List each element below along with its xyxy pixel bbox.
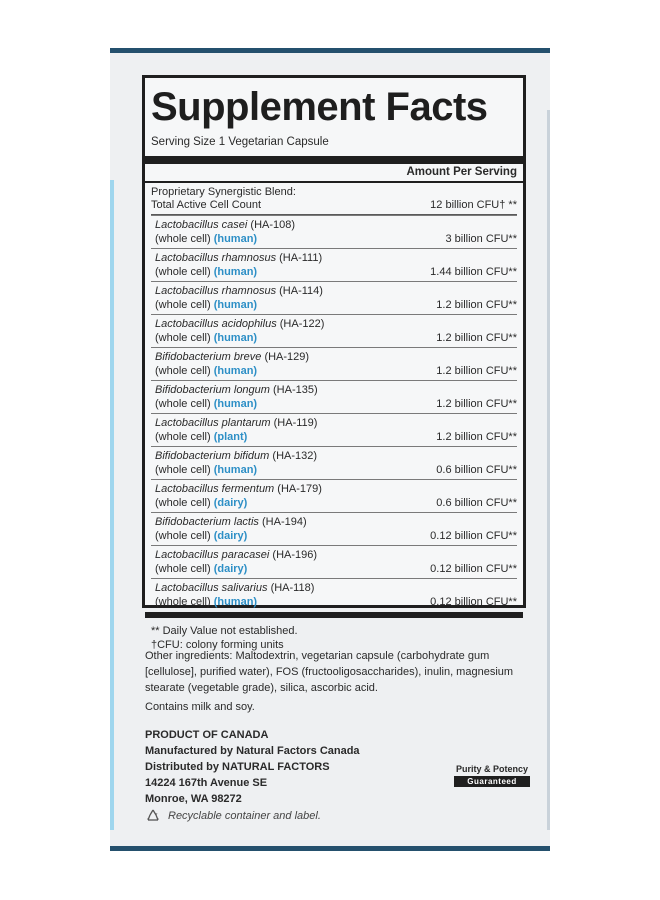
blend-name: Proprietary Synergistic Blend:	[151, 186, 296, 198]
allergen-statement: Contains milk and soy.	[145, 701, 255, 713]
ingredient-name	[155, 416, 317, 444]
recycle-text: Recyclable container and label.	[168, 810, 321, 822]
ingredient-amount: 0.6 billion CFU**	[436, 464, 517, 476]
ingredient-amount: 3 billion CFU**	[445, 233, 517, 245]
ingredient-source: (human)	[213, 233, 258, 245]
ingredient-cell-type: (whole cell)	[155, 233, 211, 245]
ingredient-cell-type: (whole cell)	[155, 497, 211, 509]
ingredient-row	[151, 413, 517, 446]
manufacturer-address	[145, 727, 360, 807]
ingredient-cell-line	[155, 364, 309, 378]
ingredient-strain-code: (HA-135)	[273, 384, 318, 396]
ingredient-strain-code: (HA-108)	[250, 219, 296, 231]
ingredient-cell-type: (whole cell)	[155, 365, 211, 377]
ingredient-source: (dairy)	[213, 563, 248, 575]
ingredient-source: (human)	[213, 596, 258, 608]
footnote-cfu: †CFU: colony forming units	[151, 639, 284, 651]
ingredient-cell-line	[155, 298, 323, 312]
panel-edge-shadow	[547, 110, 550, 830]
ingredient-name	[155, 284, 323, 312]
ingredient-cell-type: (whole cell)	[155, 563, 211, 575]
ingredient-species: Lactobacillus rhamnosus	[155, 285, 277, 297]
ingredient-species-line	[155, 449, 317, 463]
supplement-facts-panel	[142, 75, 526, 651]
ingredient-strain-code: (HA-132)	[272, 450, 318, 462]
ingredient-cell-type: (whole cell)	[155, 266, 211, 278]
ingredient-source: (dairy)	[213, 497, 248, 509]
ingredient-amount: 0.12 billion CFU**	[430, 596, 517, 608]
ingredient-strain-code: (HA-119)	[273, 417, 318, 429]
ingredient-species-line	[155, 284, 323, 298]
ingredient-species-line	[155, 482, 322, 496]
ingredient-cell-line	[155, 529, 307, 543]
guaranteed-label: Guaranteed	[454, 776, 530, 787]
ingredient-cell-line	[155, 397, 318, 411]
ingredient-name	[155, 482, 322, 510]
ingredient-row	[151, 545, 517, 578]
ingredient-amount: 0.12 billion CFU**	[430, 563, 517, 575]
ingredient-species-line	[155, 581, 314, 595]
ingredient-name	[155, 581, 314, 609]
ingredient-amount: 1.2 billion CFU**	[436, 398, 517, 410]
ingredient-source: (human)	[213, 464, 258, 476]
ingredient-cell-type: (whole cell)	[155, 464, 211, 476]
ingredient-name	[155, 515, 307, 543]
ingredient-source: (plant)	[213, 431, 248, 443]
ingredient-species: Lactobacillus salivarius	[155, 582, 268, 594]
ingredient-species: Lactobacillus plantarum	[155, 417, 271, 429]
ingredient-species-line	[155, 416, 317, 430]
ingredient-cell-type: (whole cell)	[155, 530, 211, 542]
ingredient-cell-line	[155, 430, 317, 444]
blend-total-label: Total Active Cell Count	[151, 199, 262, 211]
ingredient-strain-code: (HA-114)	[279, 285, 323, 297]
ingredient-cell-line	[155, 232, 295, 246]
serving-size: Serving Size 1 Vegetarian Capsule	[151, 136, 329, 148]
ingredient-name	[155, 317, 324, 345]
ingredient-species-line	[155, 548, 317, 562]
ingredient-species-line	[155, 515, 307, 529]
ingredient-row	[151, 380, 517, 413]
recycle-notice	[145, 808, 321, 824]
recycle-icon	[145, 808, 161, 824]
ingredient-row	[151, 479, 517, 512]
ingredient-name	[155, 218, 295, 246]
address-line: 14224 167th Avenue SE	[145, 777, 268, 789]
ingredient-source: (dairy)	[213, 530, 248, 542]
ingredient-strain-code: (HA-194)	[262, 516, 307, 528]
ingredient-strain-code: (HA-196)	[272, 549, 318, 561]
panel-edge-accent	[110, 180, 114, 830]
ingredient-species: Lactobacillus casei	[155, 219, 248, 231]
ingredient-amount: 1.2 billion CFU**	[436, 365, 517, 377]
ingredient-cell-line	[155, 265, 322, 279]
other-ingredients: Other ingredients: Maltodextrin, vegetarian capsule (carbohydrate gum [cellulose], purified water), FOS (fructooligosaccharides), inulin, magnesium stearate (vegetable grade), silica, ascorbic acid.	[145, 650, 514, 694]
ingredient-amount: 1.2 billion CFU**	[436, 299, 517, 311]
ingredient-cell-line	[155, 595, 314, 609]
ingredient-strain-code: (HA-129)	[264, 351, 310, 363]
ingredient-cell-line	[155, 331, 324, 345]
ingredient-species: Lactobacillus paracasei	[155, 549, 270, 561]
address-line: PRODUCT OF CANADA	[145, 729, 269, 741]
ingredient-row	[151, 512, 517, 545]
ingredient-source: (human)	[213, 398, 258, 410]
ingredient-cell-line	[155, 496, 322, 510]
ingredient-row	[151, 215, 517, 248]
ingredient-strain-code: (HA-111)	[279, 252, 323, 264]
divider-thick	[145, 156, 523, 164]
ingredient-row	[151, 281, 517, 314]
ingredient-species: Lactobacillus acidophilus	[155, 318, 277, 330]
address-line: Distributed by NATURAL FACTORS	[145, 761, 330, 773]
address-line: Monroe, WA 98272	[145, 793, 242, 805]
ingredient-species-line	[155, 317, 324, 331]
ingredient-list	[151, 215, 517, 611]
ingredient-row	[151, 446, 517, 479]
address-line: Manufactured by Natural Factors Canada	[145, 745, 360, 757]
ingredient-name	[155, 548, 317, 576]
ingredient-amount: 1.2 billion CFU**	[436, 332, 517, 344]
ingredient-cell-type: (whole cell)	[155, 596, 211, 608]
amount-per-serving-header: Amount Per Serving	[406, 166, 517, 178]
ingredient-strain-code: (HA-118)	[270, 582, 315, 594]
ingredient-amount: 0.12 billion CFU**	[430, 530, 517, 542]
ingredient-species: Bifidobacterium breve	[155, 351, 262, 363]
blend-row	[151, 183, 517, 212]
ingredient-row	[151, 314, 517, 347]
ingredient-strain-code: (HA-122)	[279, 318, 325, 330]
ingredient-cell-line	[155, 463, 317, 477]
ingredient-cell-type: (whole cell)	[155, 332, 211, 344]
ingredient-species-line	[155, 350, 309, 364]
ingredient-source: (human)	[213, 299, 258, 311]
purity-potency-badge	[454, 764, 530, 792]
purity-potency-text: Purity & Potency	[455, 764, 529, 774]
ingredient-cell-line	[155, 562, 317, 576]
ingredient-name	[155, 251, 322, 279]
ingredient-amount: 0.6 billion CFU**	[436, 497, 517, 509]
ingredient-source: (human)	[213, 266, 258, 278]
blend-amount: 12 billion CFU† **	[430, 199, 517, 211]
ingredient-cell-type: (whole cell)	[155, 299, 211, 311]
ingredient-cell-type: (whole cell)	[155, 398, 211, 410]
ingredient-name	[155, 449, 317, 477]
ingredient-name	[155, 383, 318, 411]
ingredient-row	[151, 578, 517, 611]
facts-title: Supplement Facts	[151, 85, 488, 129]
ingredient-strain-code: (HA-179)	[277, 483, 322, 495]
ingredient-row	[151, 347, 517, 380]
ingredient-cell-type: (whole cell)	[155, 431, 211, 443]
ingredient-row	[151, 248, 517, 281]
ingredient-source: (human)	[213, 365, 258, 377]
ingredient-species: Bifidobacterium bifidum	[155, 450, 270, 462]
ingredient-species: Lactobacillus rhamnosus	[155, 252, 277, 264]
ingredient-species: Lactobacillus fermentum	[155, 483, 275, 495]
ingredient-amount: 1.2 billion CFU**	[436, 431, 517, 443]
ingredient-name	[155, 350, 309, 378]
footnote-daily-value: ** Daily Value not established.	[151, 625, 298, 637]
ingredient-species-line	[155, 218, 295, 232]
footnotes	[151, 618, 517, 652]
ingredient-species: Bifidobacterium lactis	[155, 516, 259, 528]
ingredient-amount: 1.44 billion CFU**	[430, 266, 517, 278]
ingredient-species: Bifidobacterium longum	[155, 384, 270, 396]
ingredient-species-line	[155, 383, 318, 397]
ingredient-species-line	[155, 251, 322, 265]
ingredient-source: (human)	[213, 332, 258, 344]
